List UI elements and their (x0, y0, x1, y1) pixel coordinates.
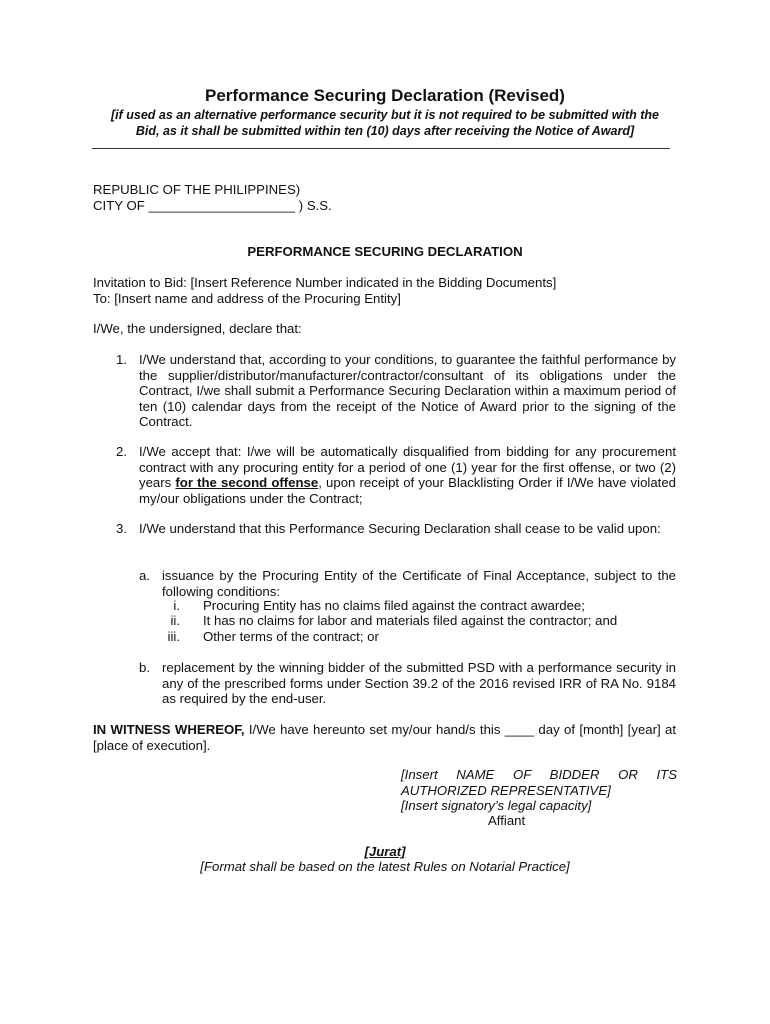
affiant-label: Affiant (488, 813, 526, 828)
jurat-title (0, 844, 770, 860)
item-2-emphasis: for the second offense (175, 475, 319, 490)
item-2-text (139, 444, 676, 506)
item-3-text: I/We understand that this Performance Securing Declaration shall cease to be valid upon: (139, 521, 661, 536)
roman-i-number: i. (173, 598, 180, 613)
item-1-text: I/We understand that, according to your conditions, to guarantee the faithful performance by the supplier/distributor/manufacturer/contractor/consultant of its obligations under the Contract, I/we shall submit a Performance Securing Declaration within a maximum period of ten (10) calendar days from the receipt of the Notice of Award prior to the signing of the Contract. (139, 352, 676, 429)
invitation-line: Invitation to Bid: [Insert Reference Number indicated in the Bidding Documents] (93, 275, 557, 290)
to-line: To: [Insert name and address of the Procuring Entity] (93, 290, 401, 306)
roman-ii-number: ii. (170, 613, 180, 628)
item-3-number: 3. (116, 521, 127, 536)
item-1-number: 1. (116, 352, 127, 367)
witness-paragraph (93, 722, 676, 753)
roman-iii-text: Other terms of the contract; or (203, 629, 379, 644)
intro-line: I/We, the undersigned, declare that: (93, 321, 302, 336)
signatory-capacity: [Insert signatory’s legal capacity] (401, 798, 592, 813)
subtitle-line-2: Bid, as it shall be submitted within ten (10) days after receiving the Notice of Award] (135, 123, 635, 138)
item-2-number: 2. (116, 444, 127, 459)
title-divider (92, 148, 670, 149)
page-subtitle (0, 108, 770, 139)
witness-lead: IN WITNESS WHEREOF, (93, 722, 245, 737)
item-2-text-end: , upon receipt of your Blacklisting Order if I/We have violated my/our obligations under the Contract; (139, 475, 677, 506)
roman-iii-number: iii. (167, 629, 180, 644)
venue-republic: REPUBLIC OF THE PHILIPPINES) (93, 182, 301, 197)
sub-item-b-letter: b. (139, 660, 150, 675)
witness-text: I/We have hereunto set my/our hand/s this ____ day of [month] [year] at [place of execution]. (93, 722, 676, 753)
declaration-heading: PERFORMANCE SECURING DECLARATION (247, 244, 523, 259)
signatory-name: [Insert NAME OF BIDDER OR ITS AUTHORIZED REPRESENTATIVE] (401, 767, 677, 798)
sub-item-a-letter: a. (139, 568, 150, 583)
sub-item-b-text: replacement by the winning bidder of the submitted PSD with a performance security in any of the prescribed forms under Section 39.2 of the 2016 revised IRR of RA No. 9184 as required by the end-user. (162, 660, 676, 706)
page-title: Performance Securing Declaration (Revised) (205, 86, 565, 105)
roman-ii-text: It has no claims for labor and materials filed against the contractor; and (203, 613, 618, 628)
sub-item-a-text: issuance by the Procuring Entity of the Certificate of Final Acceptance, subject to the following conditions: (162, 568, 676, 599)
item-2-text-start: I/We accept that: I/we will be automatically disqualified from bidding for any procurement contract with any procuring entity for a period of one (1) year for the first offense, or two (2) years (139, 444, 676, 490)
subtitle-line-1: [if used as an alternative performance security but it is not required to be submitted with the (110, 108, 660, 122)
venue-block (93, 182, 332, 213)
venue-city: CITY OF ____________________ ) S.S. (93, 197, 332, 213)
jurat-title-text: [Jurat] (364, 844, 406, 859)
roman-i-text: Procuring Entity has no claims filed against the contract awardee; (203, 598, 585, 613)
addressee-block (93, 275, 556, 306)
jurat-note: [Format shall be based on the latest Rules on Notarial Practice] (200, 859, 570, 874)
